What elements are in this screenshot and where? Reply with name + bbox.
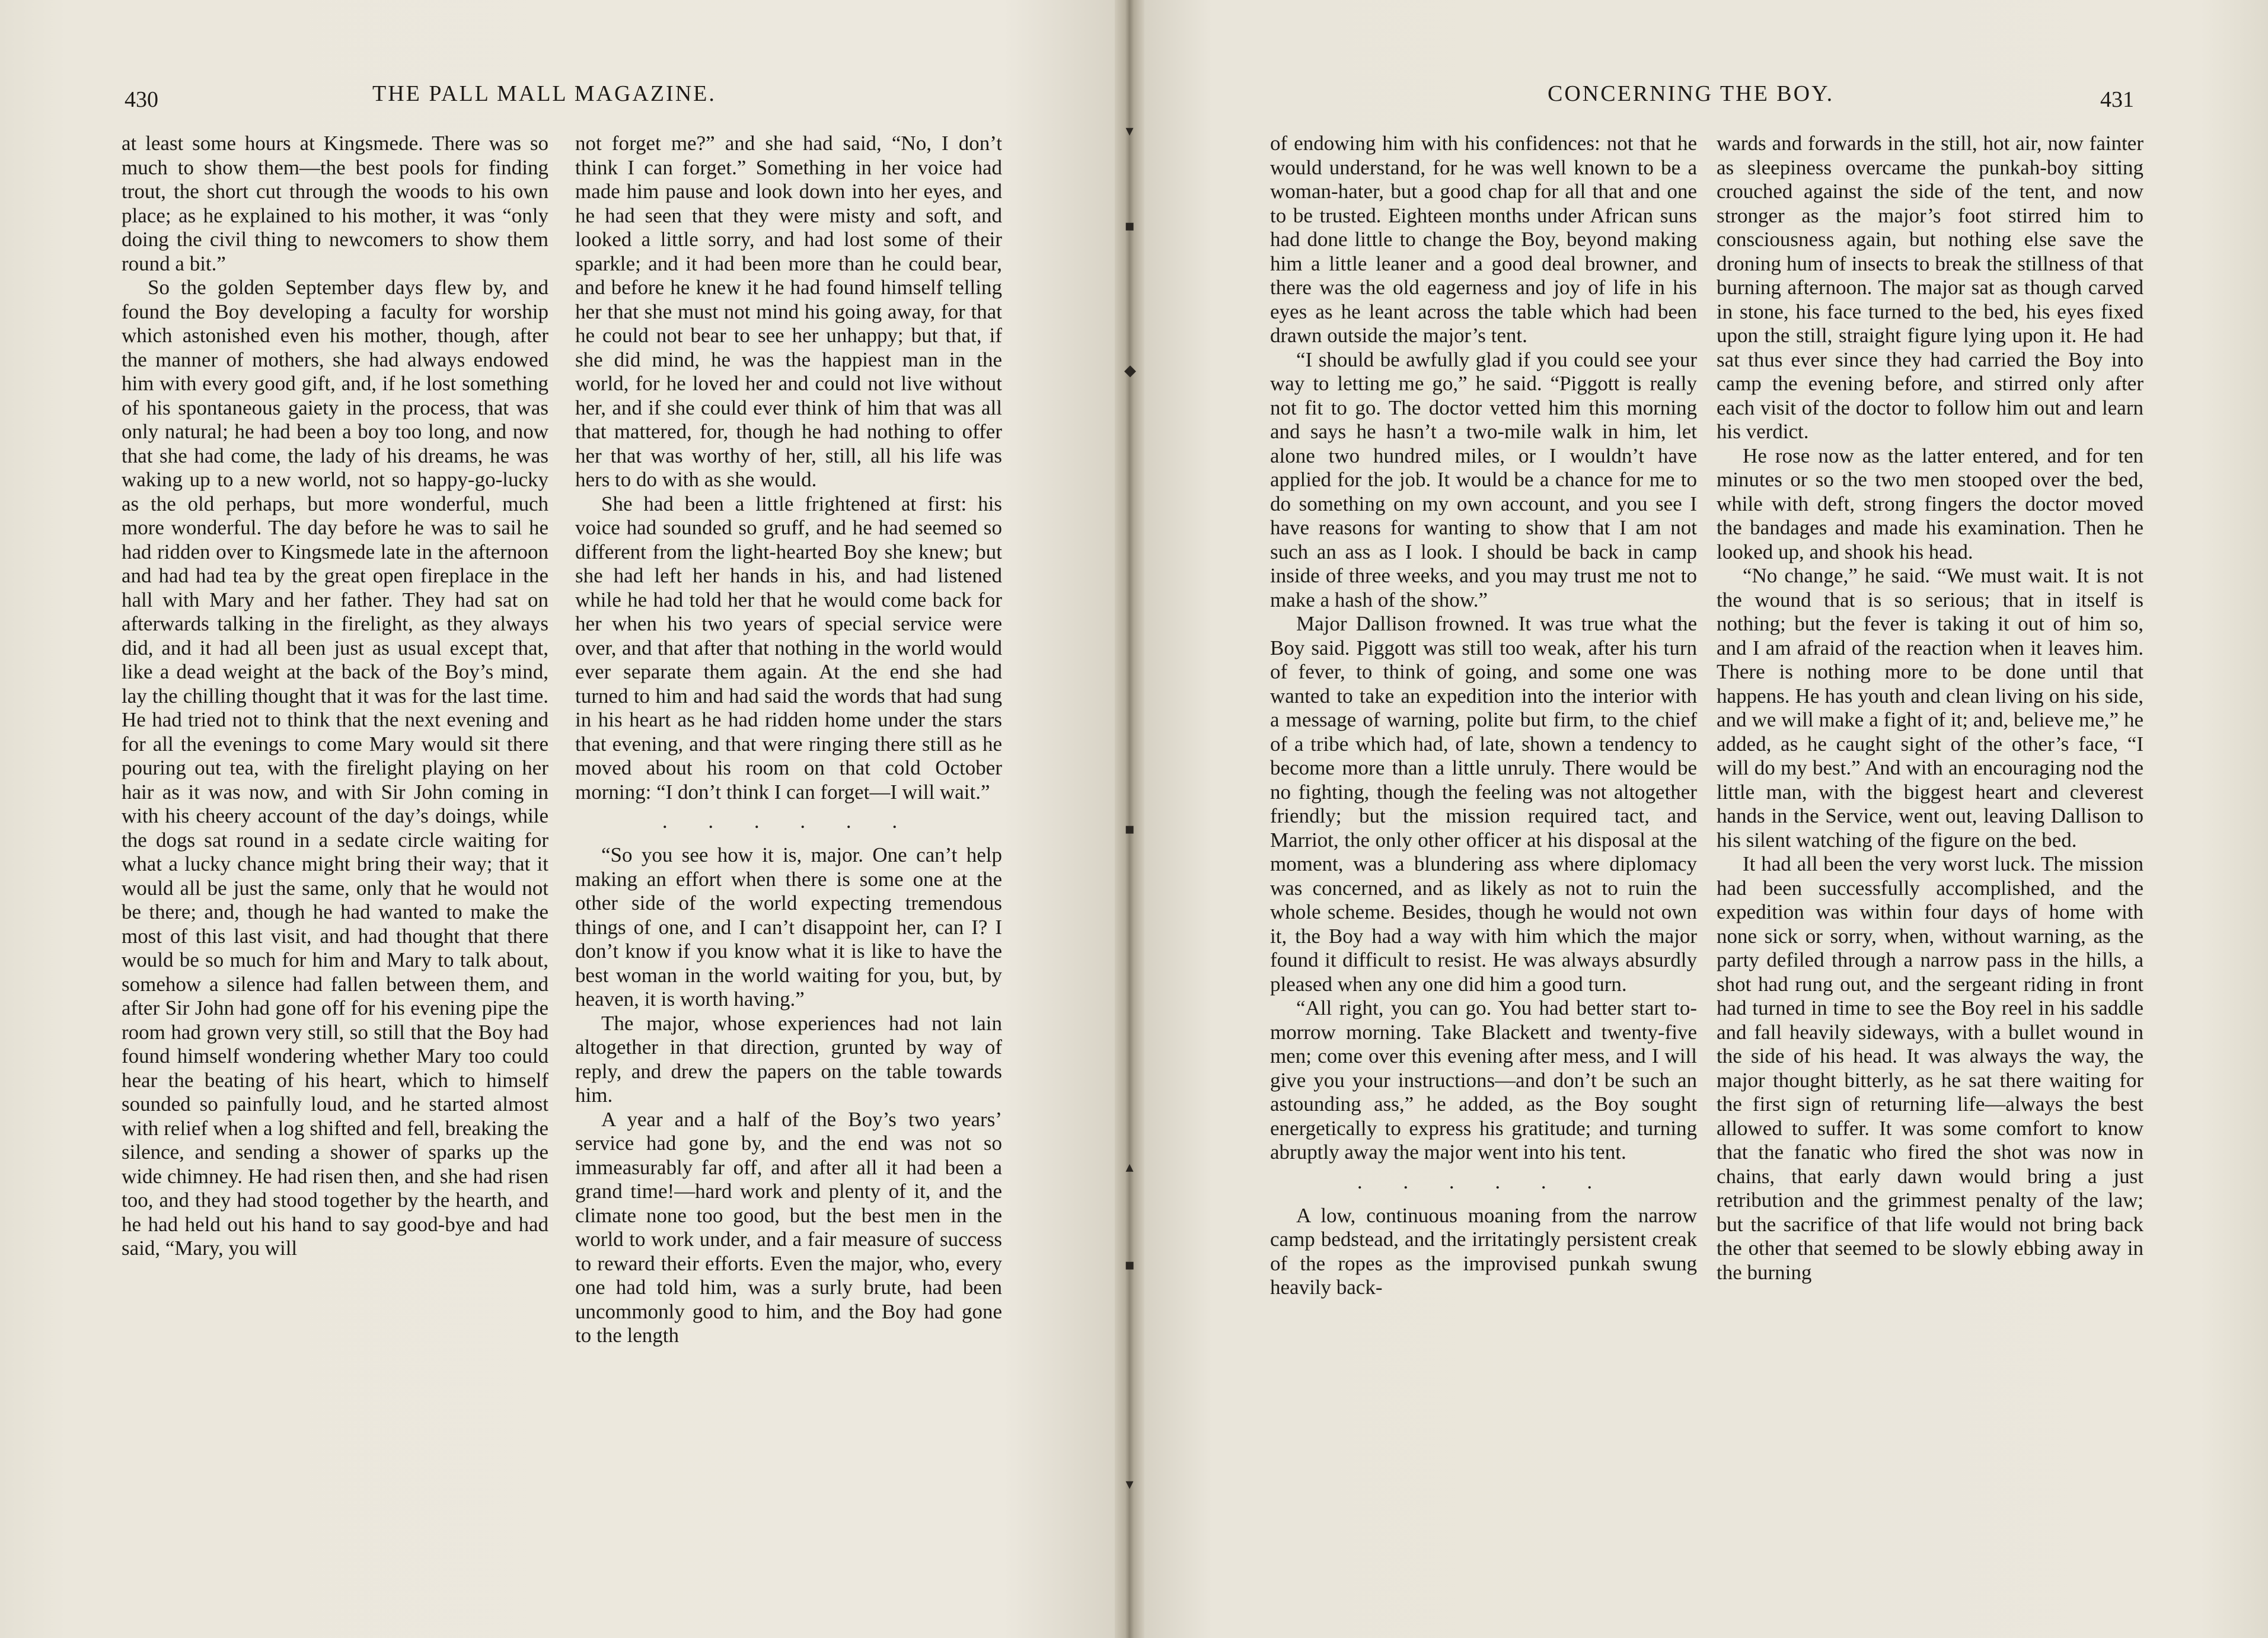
paragraph: A low, continuous moaning from the narrow camp bedstead, and the irritatingly persistent creak of the ropes as the improvised punkah swung heavily back- bbox=[1270, 1203, 1697, 1299]
paragraph: “I should be awfully glad if you could see your way to letting me go,” he said. “Piggott is really not fit to go. The doctor vetted him this morning and says he hasn’t a two-mile walk in him, let alone two hundred miles, or I wouldn’t have applied for the job. It would be a chance for me to do something on my own account, and you see I have reasons for wanting to show that I am not such an ass as I look. I should be back in camp inside of three weeks, and you may trust me not to make a hash of the show.” bbox=[1270, 348, 1697, 611]
right-page bbox=[1144, 0, 2268, 1638]
running-head-right: CONCERNING THE BOY. bbox=[1548, 81, 1835, 106]
paragraph: not forget me?” and she had said, “No, I don’t think I can forget.” Something in her voice had made him pause and look down into her eyes, and he had seen that they were misty and soft, and looked a little sorry, and had lost some of their sparkle; and it had been more than he could bear, and before he knew it he had found himself telling her that she must not mind his going away, for that he could not bear to see her unhappy; but that, if she did mind, he was the happiest man in the world, for he loved her and could not live without her, and if she could ever think of him that was all that mattered, for, though he had nothing to offer her that was worthy of her, still, all his life was hers to do with as she would. bbox=[575, 132, 1002, 491]
paragraph: It had all been the very worst luck. The mission had been successfully accomplished, and the expedition was within four days of home with none sick or sorry, when, without warning, as the party defiled through a narrow pass in the hills, a shot had rung out, and the sergeant riding in front had turned in time to see the Boy reel in his saddle and fall heavily sideways, with a bullet wound in the side of his head. It was always the way, the major thought bitterly, as he sat there waiting for the first sign of returning life—always the best allowed to suffer. It was some comfort to know that the fanatic who fired the shot was now in chains, that early dawn would bring a just retribution and the grimmest penalty of the law; but the sacrifice of that life would not bring back the other that seemed to be slowly ebbing away in the burning bbox=[1717, 852, 2143, 1284]
paragraph: “All right, you can go. You had better start to-morrow morning. Take Blackett and twenty-five men; come over this evening after mess, and I will give you your instructions—and don’t be such an astounding ass,” he added, as the Boy sought energetically to express his gratitude; and turning abruptly away the major went into his tent. bbox=[1270, 996, 1697, 1164]
paragraph: Major Dallison frowned. It was true what the Boy said. Piggott was still too weak, after his turn of fever, to think of going, and some one was wanted to take an expedition into the interior with a message of warning, polite but firm, to the chief of a tribe which had, of late, shown a tendency to become more than a little unruly. There would be no fighting, though the feeling was not altogether friendly; but the mission required tact, and Marriot, the only other officer at his disposal at the moment, was a blundering ass where diplomacy was concerned, and as likely as not to ruin the whole scheme. Besides, though he would not own it, the Boy had a way with him which the major found it difficult to resist. He was always absurdly pleased when any one did him a good turn. bbox=[1270, 612, 1697, 996]
paragraph: wards and forwards in the still, hot air, now fainter as sleepiness overcame the punkah-boy sitting crouched against the side of the tent, and now stronger as the major’s foot stirred him to consciousness again, but nothing else save the droning hum of insects to break the stillness of that burning afternoon. The major sat as though carved in stone, his face turned to the bed, his eyes fixed upon the still, straight figure lying upon it. He had sat thus ever since they had carried the Boy into camp the evening before, and stirred only after each visit of the doctor to follow him out and learn his verdict. bbox=[1717, 132, 2143, 443]
paragraph: “So you see how it is, major. One can’t help making an effort when there is some one at the other side of the world expecting tremendous things of one, and I can’t disappoint her, can I? I don’t know if you know what it is like to have the best woman in the world waiting for you, but, by heaven, it is worth having.” bbox=[575, 843, 1002, 1011]
paragraph: of endowing him with his confidences: not that he would understand, for he was well known to be a woman-hater, but a good chap for all that and one to be trusted. Eighteen months under African suns had done little to change the Boy, beyond making him a little leaner and a good deal browner, and there was the old eagerness and joy of life in his eyes as he leant across the table which had been drawn outside the major’s tent. bbox=[1270, 132, 1697, 347]
left-column-1 bbox=[122, 132, 548, 1261]
binding-stitch-icon: ▪ bbox=[1124, 1256, 1135, 1274]
book-gutter bbox=[1115, 0, 1144, 1638]
left-column-2 bbox=[575, 132, 1002, 1348]
paragraph: at least some hours at Kingsmede. There was so much to show them—the best pools for finding trout, the short cut through the woods to his own place; as he explained to his mother, it was “only doing the civil thing to newcomers to show them round a bit.” bbox=[122, 132, 548, 275]
binding-stitch-icon: ◆ bbox=[1124, 362, 1136, 380]
right-column-1 bbox=[1270, 132, 1697, 1300]
page-number-right: 431 bbox=[2100, 87, 2134, 112]
binding-stitch-icon: ▪ bbox=[1124, 217, 1135, 235]
paragraph: A year and a half of the Boy’s two years’ service had gone by, and the end was not so immeasurably far off, and after all it had been a grand time!—hard work and plenty of it, and the climate none too good, but the best men in the world to work under, and a fair measure of success to reward their efforts. Even the major, who, every one had told him, was a surly brute, had been uncommonly good to him, and the Boy had gone to the length bbox=[575, 1107, 1002, 1347]
section-break: . . . . . . bbox=[1357, 1169, 1610, 1193]
binding-stitch-icon: ▾ bbox=[1125, 1476, 1134, 1493]
section-break: . . . . . . bbox=[662, 810, 916, 833]
paragraph: The major, whose experiences had not lain altogether in that direction, grunted by way of reply, and drew the papers on the table towards him. bbox=[575, 1011, 1002, 1107]
paragraph: He rose now as the latter entered, and for ten minutes or so the two men stooped over the bed, while with deft, strong fingers the doctor moved the bandages and made his examination. Then he looked up, and shook his head. bbox=[1717, 444, 2143, 563]
right-column-2 bbox=[1717, 132, 2143, 1285]
page-number-left: 430 bbox=[125, 87, 158, 112]
running-head-left: THE PALL MALL MAGAZINE. bbox=[372, 81, 716, 106]
binding-stitch-icon: ▴ bbox=[1125, 1158, 1134, 1176]
left-page bbox=[0, 0, 1115, 1638]
paragraph: So the golden September days flew by, and found the Boy developing a faculty for worship which astonished even his mother, though, after the manner of mothers, she had always endowed him with every good gift, and, if he lost something of his spontaneous gaiety in the process, that was only natural; he had been a boy too long, and now that she had come, the lady of his dreams, he was waking up to a new world, not so happy-go-lucky as the old perhaps, but more wonderful, much more wonderful. The day before he was to sail he had ridden over to Kingsmede late in the afternoon and had had tea by the great open fireplace in the hall with Mary and her father. They had sat on afterwards talking in the firelight, as they always did, and it had all been just as usual except that, like a dead weight at the back of the Boy’s mind, lay the chilling thought that it was for the last time. He had tried not to think that the next evening and for all the evenings to come Mary would sit there pouring out tea, with the firelight playing on her hair as it was now, and with Sir John coming in with his cheery account of the day’s doings, while the dogs sat round in a sedate circle waiting for what a lucky chance might bring their way; that it would all be just the same, only that he would not be there; and, though he had wanted to make the most of this last visit, and had thought that there would be so much for him and Mary to talk about, somehow a silence had fallen between them, and after Sir John had gone off for his evening pipe the room had grown very still, so still that the Boy had found himself wondering whether Mary too could hear the beating of his heart, which to himself sounded so painfully loud, and he started almost with relief when a log shifted and fell, breaking the silence, and sending a shower of sparks up the wide chimney. He had risen then, and she had risen too, and they had stood together by the hearth, and he had held out his hand to say good-bye and had said, “Mary, you will bbox=[122, 276, 548, 1260]
binding-stitch-icon: ▪ bbox=[1124, 820, 1135, 838]
paragraph: “No change,” he said. “We must wait. It is not the wound that is so serious; that in itself is nothing; but the fever is taking it out of him so, and I am afraid of the reaction when it leaves him. There is nothing more to be done until that happens. He has youth and clean living on his side, and we will make a fight of it; and, believe me,” he added, as he caught sight of the other’s face, “I will do my best.” And with an encouraging nod the little man, with the biggest heart and cleverest hands in the Service, went out, leaving Dallison to his silent watching of the figure on the bed. bbox=[1717, 564, 2143, 852]
paragraph: She had been a little frightened at first: his voice had sounded so gruff, and he had seemed so different from the light-hearted Boy she knew; but she had left her hands in his, and had listened while he had told her that he would come back for her when his two years of special service were over, and that after that nothing in the world would ever separate them again. At the end she had turned to him and had said the words that had sung in his heart as he had ridden home under the stars that evening, and that were ringing there still as he moved about his room on that cold October morning: “I don’t think I can forget—I will wait.” bbox=[575, 492, 1002, 804]
binding-stitch-icon: ▾ bbox=[1125, 122, 1134, 140]
